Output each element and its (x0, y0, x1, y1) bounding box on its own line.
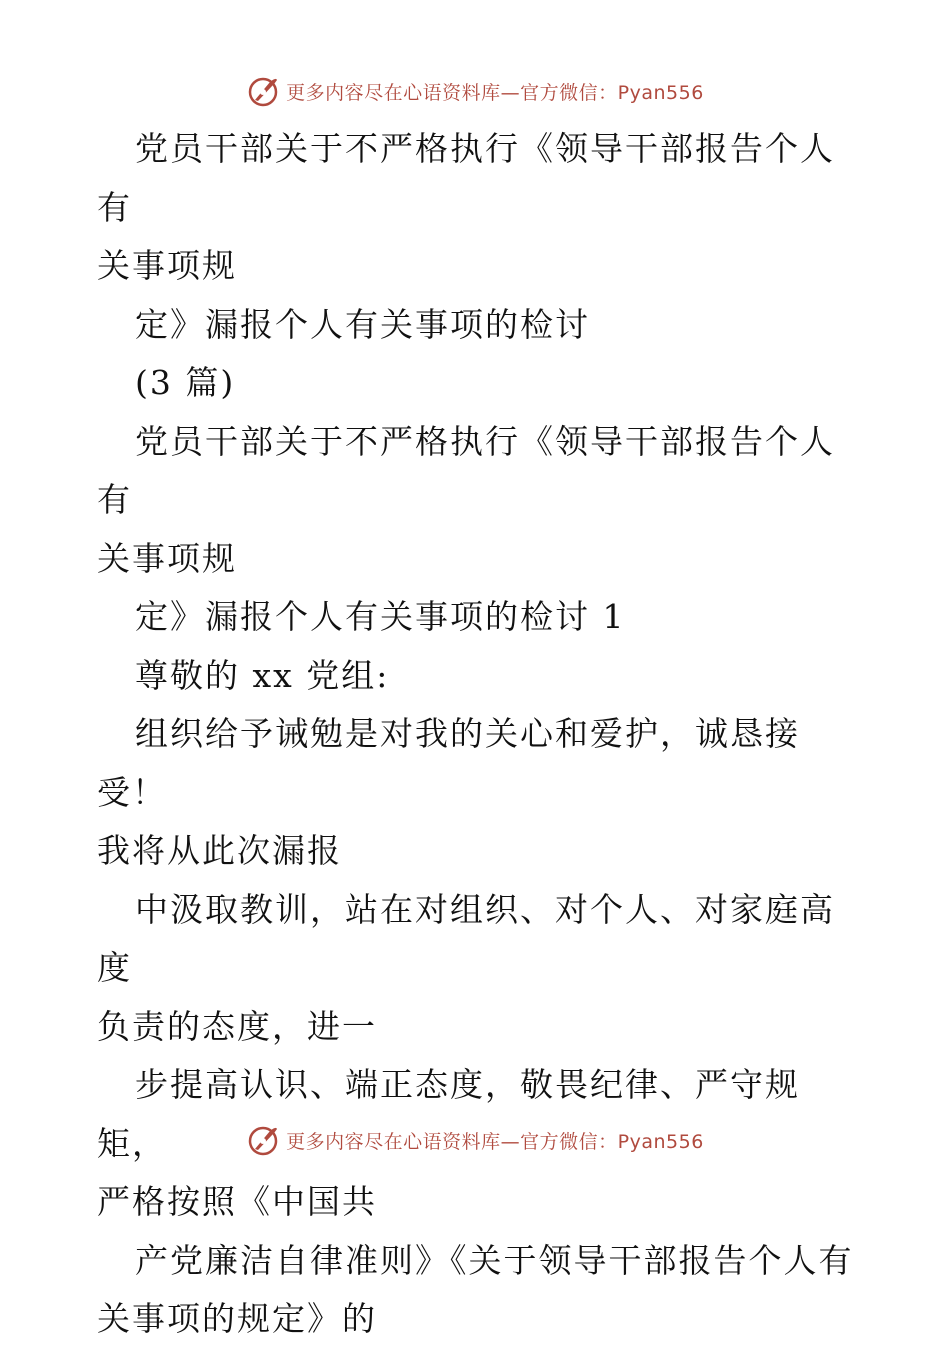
text-line: 我将从此次漏报 (97, 831, 342, 870)
text-line: 定》漏报个人有关事项的检讨 (135, 304, 590, 344)
text-line: 关事项规 (97, 538, 237, 578)
text-line: 党员干部关于不严格执行《领导干部报告个人有 (97, 421, 835, 519)
header-watermark (0, 71, 950, 111)
text-line: 党员干部关于不严格执行《领导干部报告个人有 (97, 129, 835, 227)
salutation: 尊敬的 xx 党组: (135, 655, 390, 695)
text-line: 定》漏报个人有关事项的检讨 1 (135, 597, 626, 636)
text-line: 产党廉洁自律准则》《关于领导干部报告个人有 (135, 1240, 854, 1280)
text-line: 中汲取教训，站在对组织、对个人、对家庭高度 (97, 889, 835, 987)
text-line: 步提高认识、端正态度，敬畏纪律、严守规矩， (97, 1065, 800, 1163)
footer-watermark (0, 1120, 950, 1160)
text-line: (3 篇) (135, 363, 236, 402)
text-line: 严格按照《中国共 (97, 1182, 377, 1221)
quill-pen-logo-icon (246, 74, 280, 108)
quill-pen-logo-icon (246, 1123, 280, 1157)
document-body (97, 120, 857, 1349)
text-line: 组织给予诫勉是对我的关心和爱护，诚恳接受！ (97, 714, 800, 812)
text-line: 关事项的规定》的 (97, 1299, 377, 1338)
text-line: 负责的态度，进一 (97, 1006, 377, 1046)
watermark-text: 更多内容尽在心语资料库—官方微信：Pyan556 (286, 81, 704, 104)
watermark-text: 更多内容尽在心语资料库—官方微信：Pyan556 (286, 1130, 704, 1153)
text-line: 关事项规 (97, 246, 237, 285)
